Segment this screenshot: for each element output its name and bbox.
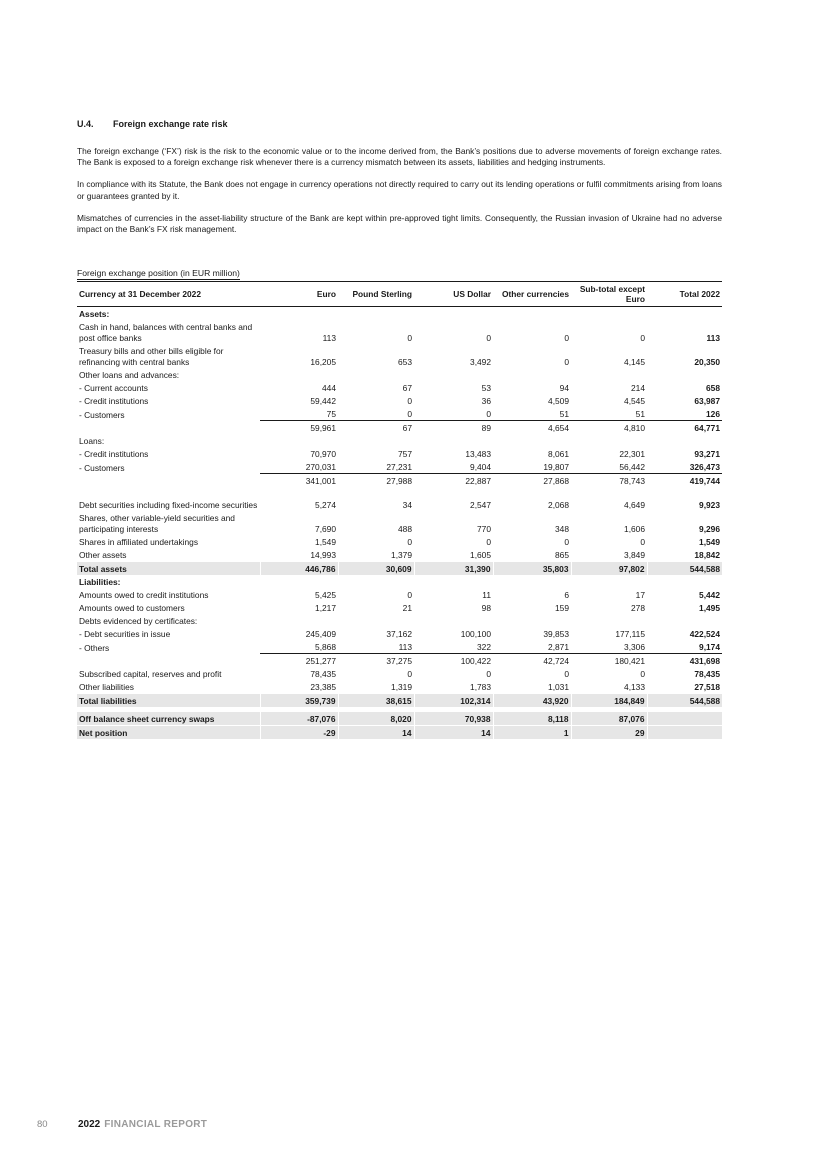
row-label: Debts evidenced by certificates: — [79, 616, 198, 627]
column-header: Currency at 31 December 2022 — [77, 282, 260, 307]
table-section-row — [77, 575, 722, 588]
table-cell: 1,605 — [470, 550, 491, 561]
table-cell: 97,802 — [571, 562, 647, 576]
table-cell — [338, 368, 414, 381]
row-label: - Customers — [79, 462, 125, 473]
table-cell: 0 — [564, 333, 569, 344]
table-cell — [571, 575, 647, 588]
table-row — [77, 368, 722, 381]
table-cell: 658 — [706, 383, 720, 394]
table-cell: 5,868 — [260, 640, 338, 654]
footer-year: 2022 — [78, 1119, 101, 1130]
row-label: - Others — [79, 642, 110, 653]
row-label: - Customers — [79, 409, 125, 420]
table-row — [77, 394, 722, 407]
table-cell: 51 — [571, 407, 647, 421]
table-row — [77, 601, 722, 614]
paragraph-mismatches: Mismatches of currencies in the asset-liability structure of the Bank are kept within pre-approved tight limits. Consequently, the Russian invasion of Ukraine had no adverse impact on the Bank’s FX risk management. — [77, 212, 722, 235]
table-cell: 184,849 — [571, 694, 647, 708]
table-cell: 100,422 — [460, 656, 491, 667]
table-cell: 1,379 — [391, 550, 412, 561]
table-cell: 42,724 — [543, 656, 569, 667]
table-row — [77, 548, 722, 562]
table-cell: 0 — [486, 537, 491, 548]
table-cell: 35,803 — [493, 562, 571, 576]
table-cell: 13,483 — [465, 449, 491, 460]
table-cell: 0 — [640, 333, 645, 344]
table-cell — [647, 368, 722, 381]
table-cell: 865 — [555, 550, 569, 561]
table-cell: 18,842 — [694, 550, 720, 561]
row-label: Other liabilities — [79, 682, 134, 693]
table-cell: 22,887 — [465, 476, 491, 487]
table-cell: 653 — [398, 357, 412, 368]
table-cell: 1,549 — [315, 537, 336, 548]
table-cell: 59,442 — [310, 396, 336, 407]
table-cell: 7,690 — [315, 524, 336, 535]
row-label: Cash in hand, balances with central banks and post office banks — [79, 322, 253, 344]
column-header: Euro — [260, 282, 338, 307]
table-section-row — [77, 307, 722, 321]
table-cell: 0 — [407, 537, 412, 548]
table-cell — [647, 307, 722, 321]
column-header: Sub-total except Euro — [571, 282, 647, 307]
table-row — [77, 434, 722, 447]
table-cell: 431,698 — [689, 656, 720, 667]
table-row — [77, 588, 722, 601]
row-label: Total assets — [77, 562, 260, 576]
table-cell: 16,205 — [310, 357, 336, 368]
table-cell — [571, 307, 647, 321]
table-cell: 4,509 — [548, 396, 569, 407]
row-label: Loans: — [79, 436, 105, 447]
paragraph-fx-definition: The foreign exchange (‘FX’) risk is the risk to the economic value or to the income derived from, the Bank’s positions due to adverse movements of foreign exchange rates. The Bank is exposed to a foreign exchange risk whenever there is a currency mismatch between its assets, liabilities and hedging instruments. — [77, 146, 722, 168]
table-cell: 9,923 — [699, 500, 720, 511]
table-cell: 348 — [555, 524, 569, 535]
table-cell: 98 — [481, 603, 491, 614]
table-cell: 0 — [640, 537, 645, 548]
page-number: 80 — [37, 1119, 48, 1130]
table-cell: 3,849 — [624, 550, 645, 561]
table-cell: 0 — [640, 669, 645, 680]
table-cell: 37,275 — [386, 656, 412, 667]
table-cell: 0 — [407, 590, 412, 601]
row-label: Assets: — [79, 309, 110, 320]
row-label: Treasury bills and other bills eligible for refinancing with central banks — [79, 346, 224, 368]
table-cell: 8,118 — [493, 712, 571, 726]
table-cell: 1,031 — [548, 682, 569, 693]
column-header: Total 2022 — [647, 282, 722, 307]
table-cell — [260, 614, 338, 627]
table-cell — [647, 726, 722, 740]
table-cell: 113 — [338, 640, 414, 654]
table-cell: 0 — [338, 407, 414, 421]
table-cell: 20,350 — [694, 357, 720, 368]
table-cell: 1,319 — [391, 682, 412, 693]
row-label: - Credit institutions — [79, 449, 149, 460]
column-header: US Dollar — [414, 282, 493, 307]
table-cell — [414, 614, 493, 627]
table-cell: 89 — [481, 423, 491, 434]
table-cell: 770 — [477, 524, 491, 535]
table-cell: 43,920 — [493, 694, 571, 708]
table-cell: 5,425 — [315, 590, 336, 601]
table-cell: 93,271 — [694, 449, 720, 460]
table-cell: 270,031 — [260, 460, 338, 474]
table-cell: 78,435 — [310, 669, 336, 680]
table-cell: -29 — [260, 726, 338, 740]
table-cell: 27,231 — [338, 460, 414, 474]
table-cell: 8,020 — [338, 712, 414, 726]
table-cell: 359,739 — [260, 694, 338, 708]
table-cell: 27,868 — [543, 476, 569, 487]
table-cell: 757 — [398, 449, 412, 460]
table-cell: 1,217 — [315, 603, 336, 614]
table-cell: 100,100 — [460, 629, 491, 640]
table-cell: 0 — [564, 669, 569, 680]
table-cell — [647, 575, 722, 588]
table-row — [77, 680, 722, 694]
table-cell — [493, 434, 571, 447]
table-cell — [414, 307, 493, 321]
table-total-row — [77, 712, 722, 726]
table-row — [77, 654, 722, 668]
table-cell: 64,771 — [694, 423, 720, 434]
table-cell — [414, 434, 493, 447]
table-cell: 1,495 — [699, 603, 720, 614]
table-cell — [260, 307, 338, 321]
table-cell: 214 — [631, 383, 645, 394]
table-cell: 67 — [402, 423, 412, 434]
table-cell: 126 — [647, 407, 722, 421]
table-cell: 14 — [414, 726, 493, 740]
table-cell — [571, 434, 647, 447]
row-label: Debt securities including fixed-income securities — [79, 500, 258, 511]
row-label: Other assets — [79, 550, 127, 561]
table-total-row — [77, 562, 722, 576]
table-cell — [338, 614, 414, 627]
table-cell: 544,588 — [647, 694, 722, 708]
table-cell: 37,162 — [386, 629, 412, 640]
table-row — [77, 320, 722, 344]
table-row — [77, 511, 722, 535]
row-label: Amounts owed to credit institutions — [79, 590, 209, 601]
row-label: Liabilities: — [79, 577, 121, 588]
row-label: Off balance sheet currency swaps — [77, 712, 260, 726]
table-cell — [493, 614, 571, 627]
table-row — [77, 640, 722, 654]
table-row — [77, 407, 722, 421]
table-cell: 11 — [482, 590, 491, 601]
table-cell: 5,442 — [699, 590, 720, 601]
table-cell: 488 — [398, 524, 412, 535]
table-cell: 34 — [402, 500, 412, 511]
table-row — [77, 535, 722, 548]
column-header: Other currencies — [493, 282, 571, 307]
row-label: Net position — [77, 726, 260, 740]
table-row — [77, 487, 722, 511]
table-cell: 1,606 — [624, 524, 645, 535]
row-label: Amounts owed to customers — [79, 603, 185, 614]
section-title: Foreign exchange rate risk — [113, 119, 228, 129]
table-row — [77, 421, 722, 435]
table-cell: 6 — [564, 590, 569, 601]
table-cell — [571, 614, 647, 627]
table-cell: 30,609 — [338, 562, 414, 576]
table-cell — [260, 434, 338, 447]
table-body — [77, 307, 722, 740]
table-cell — [647, 712, 722, 726]
page-footer — [37, 1119, 207, 1130]
table-cell: 70,970 — [310, 449, 336, 460]
section-number: U.4. — [77, 119, 94, 129]
table-cell: 4,810 — [624, 423, 645, 434]
table-row — [77, 614, 722, 627]
table-cell: 21 — [402, 603, 412, 614]
row-label: - Current accounts — [79, 383, 148, 394]
table-cell: 1,549 — [699, 537, 720, 548]
table-cell: 27,988 — [386, 476, 412, 487]
table-cell: 278 — [631, 603, 645, 614]
table-cell: 8,061 — [548, 449, 569, 460]
table-cell: 87,076 — [571, 712, 647, 726]
table-cell: 446,786 — [260, 562, 338, 576]
row-label — [77, 474, 260, 488]
table-cell: 0 — [407, 669, 412, 680]
table-cell: 444 — [322, 383, 336, 394]
table-cell — [493, 575, 571, 588]
table-cell — [571, 368, 647, 381]
table-cell — [338, 307, 414, 321]
table-cell: 78,743 — [619, 476, 645, 487]
table-row — [77, 474, 722, 488]
table-cell: 1,783 — [470, 682, 491, 693]
table-cell: 9,296 — [699, 524, 720, 535]
table-cell: 0 — [414, 407, 493, 421]
table-row — [77, 627, 722, 640]
table-cell: 70,938 — [414, 712, 493, 726]
table-cell: 36 — [481, 396, 491, 407]
table-cell: 0 — [407, 333, 412, 344]
table-cell — [414, 575, 493, 588]
table-header-row — [77, 282, 722, 307]
table-cell: 0 — [486, 669, 491, 680]
table-cell: 38,615 — [338, 694, 414, 708]
table-cell: 5,274 — [315, 500, 336, 511]
paragraph-statute: In compliance with its Statute, the Bank does not engage in currency operations not directly required to carry out its lending operations or fulfil commitments arising from loans or guarantees granted by it. — [77, 179, 722, 201]
table-cell: 9,404 — [414, 460, 493, 474]
table-cell: 2,547 — [470, 500, 491, 511]
table-cell — [260, 575, 338, 588]
table-cell: 56,442 — [571, 460, 647, 474]
table-cell — [338, 434, 414, 447]
table-cell: 22,301 — [619, 449, 645, 460]
table-cell: 14,993 — [310, 550, 336, 561]
table-row — [77, 447, 722, 460]
table-cell: 326,473 — [647, 460, 722, 474]
row-label: Other loans and advances: — [79, 370, 180, 381]
table-cell — [414, 368, 493, 381]
row-label: Shares, other variable-yield securities and participating interests — [79, 513, 235, 535]
fx-position-table — [77, 281, 722, 739]
table-cell: 4,649 — [624, 500, 645, 511]
row-label: - Credit institutions — [79, 396, 149, 407]
table-caption: Foreign exchange position (in EUR million) — [77, 268, 240, 279]
table-cell: 0 — [407, 396, 412, 407]
table-cell: 180,421 — [614, 656, 645, 667]
table-cell: 39,853 — [543, 629, 569, 640]
table-cell: 341,001 — [305, 476, 336, 487]
table-cell: 19,807 — [493, 460, 571, 474]
table-cell: 4,654 — [548, 423, 569, 434]
table-cell: 53 — [481, 383, 491, 394]
table-cell: 102,314 — [414, 694, 493, 708]
row-label: Shares in affiliated undertakings — [79, 537, 199, 548]
row-label: Subscribed capital, reserves and profit — [79, 669, 222, 680]
footer-report-title: FINANCIAL REPORT — [104, 1119, 208, 1130]
table-cell: 419,744 — [689, 476, 720, 487]
table-total-row — [77, 694, 722, 708]
table-cell: 113 — [322, 333, 336, 344]
table-cell: 322 — [414, 640, 493, 654]
table-cell — [260, 368, 338, 381]
table-cell: 0 — [486, 333, 491, 344]
table-cell: 78,435 — [694, 669, 720, 680]
table-cell: 59,961 — [310, 423, 336, 434]
table-cell: 4,545 — [624, 396, 645, 407]
table-cell: 14 — [338, 726, 414, 740]
table-cell — [493, 368, 571, 381]
table-cell: 177,115 — [615, 629, 645, 640]
table-row — [77, 344, 722, 368]
table-total-row — [77, 726, 722, 740]
column-header: Pound Sterling — [338, 282, 414, 307]
table-row — [77, 381, 722, 394]
page-content — [77, 119, 722, 739]
table-cell — [493, 307, 571, 321]
table-cell: 27,518 — [694, 682, 720, 693]
table-cell: 17 — [635, 590, 645, 601]
row-label: Total liabilities — [77, 694, 260, 708]
row-label — [77, 654, 260, 668]
table-cell: 31,390 — [414, 562, 493, 576]
table-cell: 2,068 — [548, 500, 569, 511]
table-cell — [647, 434, 722, 447]
table-cell: 23,385 — [310, 682, 336, 693]
table-cell: 0 — [564, 537, 569, 548]
row-label — [77, 421, 260, 435]
table-row — [77, 667, 722, 680]
table-cell: 67 — [402, 383, 412, 394]
table-cell: 245,409 — [305, 629, 336, 640]
table-cell — [647, 614, 722, 627]
row-label: - Debt securities in issue — [79, 629, 171, 640]
section-heading — [77, 119, 722, 129]
table-cell: 9,174 — [647, 640, 722, 654]
table-cell: 422,524 — [689, 629, 720, 640]
table-cell: 3,492 — [470, 357, 491, 368]
table-cell: 113 — [706, 333, 720, 344]
table-cell: 4,133 — [624, 682, 645, 693]
table-cell: 251,277 — [305, 656, 336, 667]
table-cell: 94 — [559, 383, 569, 394]
table-cell: 4,145 — [624, 357, 645, 368]
table-cell: 2,871 — [493, 640, 571, 654]
table-row — [77, 460, 722, 474]
table-cell: 544,588 — [647, 562, 722, 576]
table-cell: 29 — [571, 726, 647, 740]
table-cell: 75 — [260, 407, 338, 421]
table-cell: 3,306 — [571, 640, 647, 654]
table-cell: 63,987 — [694, 396, 720, 407]
table-cell: 1 — [493, 726, 571, 740]
table-cell: -87,076 — [260, 712, 338, 726]
table-cell: 0 — [564, 357, 569, 368]
table-cell — [338, 575, 414, 588]
table-cell: 51 — [493, 407, 571, 421]
table-cell: 159 — [555, 603, 569, 614]
